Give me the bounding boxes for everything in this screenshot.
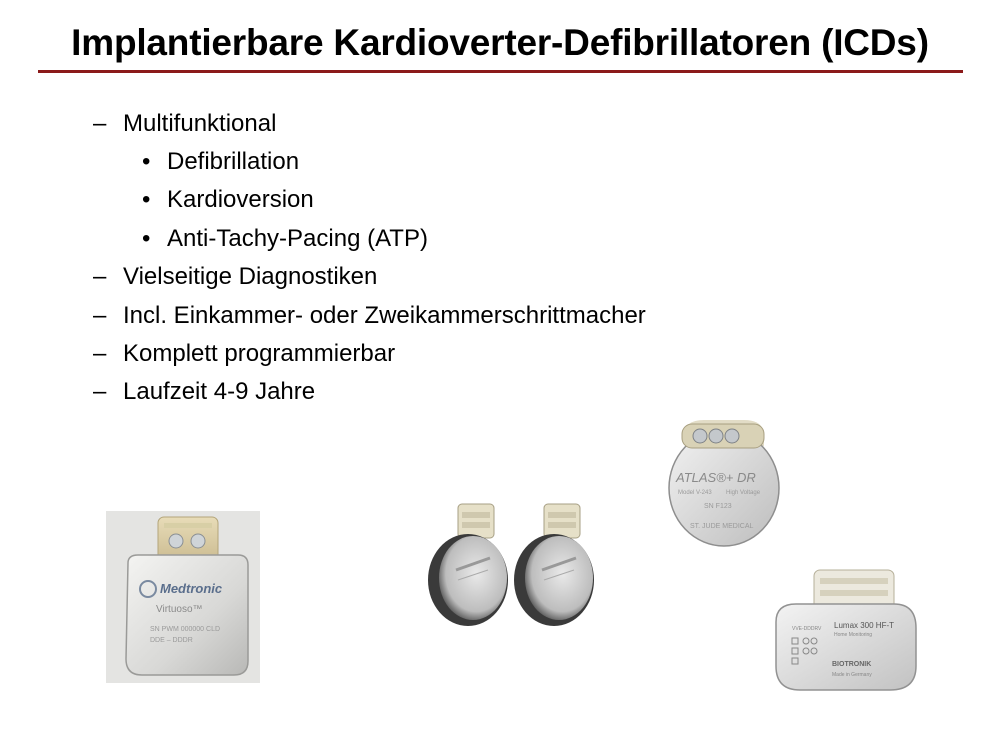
- dash-marker: –: [93, 302, 107, 329]
- bullet-text: Komplett programmierbar: [123, 340, 396, 367]
- lumax-brand: BIOTRONIK: [832, 661, 872, 668]
- atlas-maker: ST. JUDE MEDICAL: [690, 523, 754, 530]
- bullet-text: Defibrillation: [167, 148, 300, 175]
- bullet-text: Kardioversion: [167, 186, 314, 213]
- medtronic-model: Virtuoso™: [156, 604, 203, 615]
- medtronic-serial: SN PWM 000000 CLD: [150, 626, 221, 633]
- bullet-text: Anti-Tachy-Pacing (ATP): [167, 225, 428, 252]
- medtronic-brand: Medtronic: [160, 581, 223, 596]
- lumax-code: VVE-DDDRV: [792, 626, 822, 632]
- atlas-sub-left: Model V-243: [678, 490, 712, 496]
- dash-marker: –: [93, 110, 107, 137]
- round-icd-right: [514, 504, 594, 626]
- round-icd-left: [428, 504, 508, 626]
- bullet-text: Incl. Einkammer- oder Zweikammerschrittmacher: [123, 302, 646, 329]
- lumax-device-illustration: [770, 566, 920, 694]
- medtronic-device-illustration: [106, 511, 260, 683]
- atlas-sub-right: High Voltage: [726, 490, 761, 496]
- dash-marker: –: [93, 378, 107, 405]
- round-icd-pair-illustration: [418, 500, 608, 630]
- title-underline: [38, 70, 963, 73]
- lumax-sub: Home Monitoring: [834, 632, 873, 638]
- atlas-serial: SN F123: [704, 503, 732, 510]
- slide-title: Implantierbare Kardioverter-Defibrillatoren (ICDs): [71, 22, 929, 63]
- bullet-marker: •: [142, 225, 151, 252]
- lumax-model: Lumax 300 HF-T: [834, 621, 895, 630]
- dash-marker: –: [93, 263, 107, 290]
- atlas-device-illustration: [664, 416, 784, 548]
- medtronic-device-photo: [106, 511, 260, 683]
- medtronic-mode: DDE – DDDR: [150, 637, 193, 644]
- bullet-text: Vielseitige Diagnostiken: [123, 263, 378, 290]
- bullet-marker: •: [142, 148, 151, 175]
- bullet-text: Multifunktional: [123, 110, 277, 137]
- bullet-text: Laufzeit 4-9 Jahre: [123, 378, 316, 405]
- lumax-made: Made in Germany: [832, 672, 872, 678]
- dash-marker: –: [93, 340, 107, 367]
- atlas-model: ATLAS®+ DR: [676, 470, 756, 485]
- bullet-marker: •: [142, 186, 151, 213]
